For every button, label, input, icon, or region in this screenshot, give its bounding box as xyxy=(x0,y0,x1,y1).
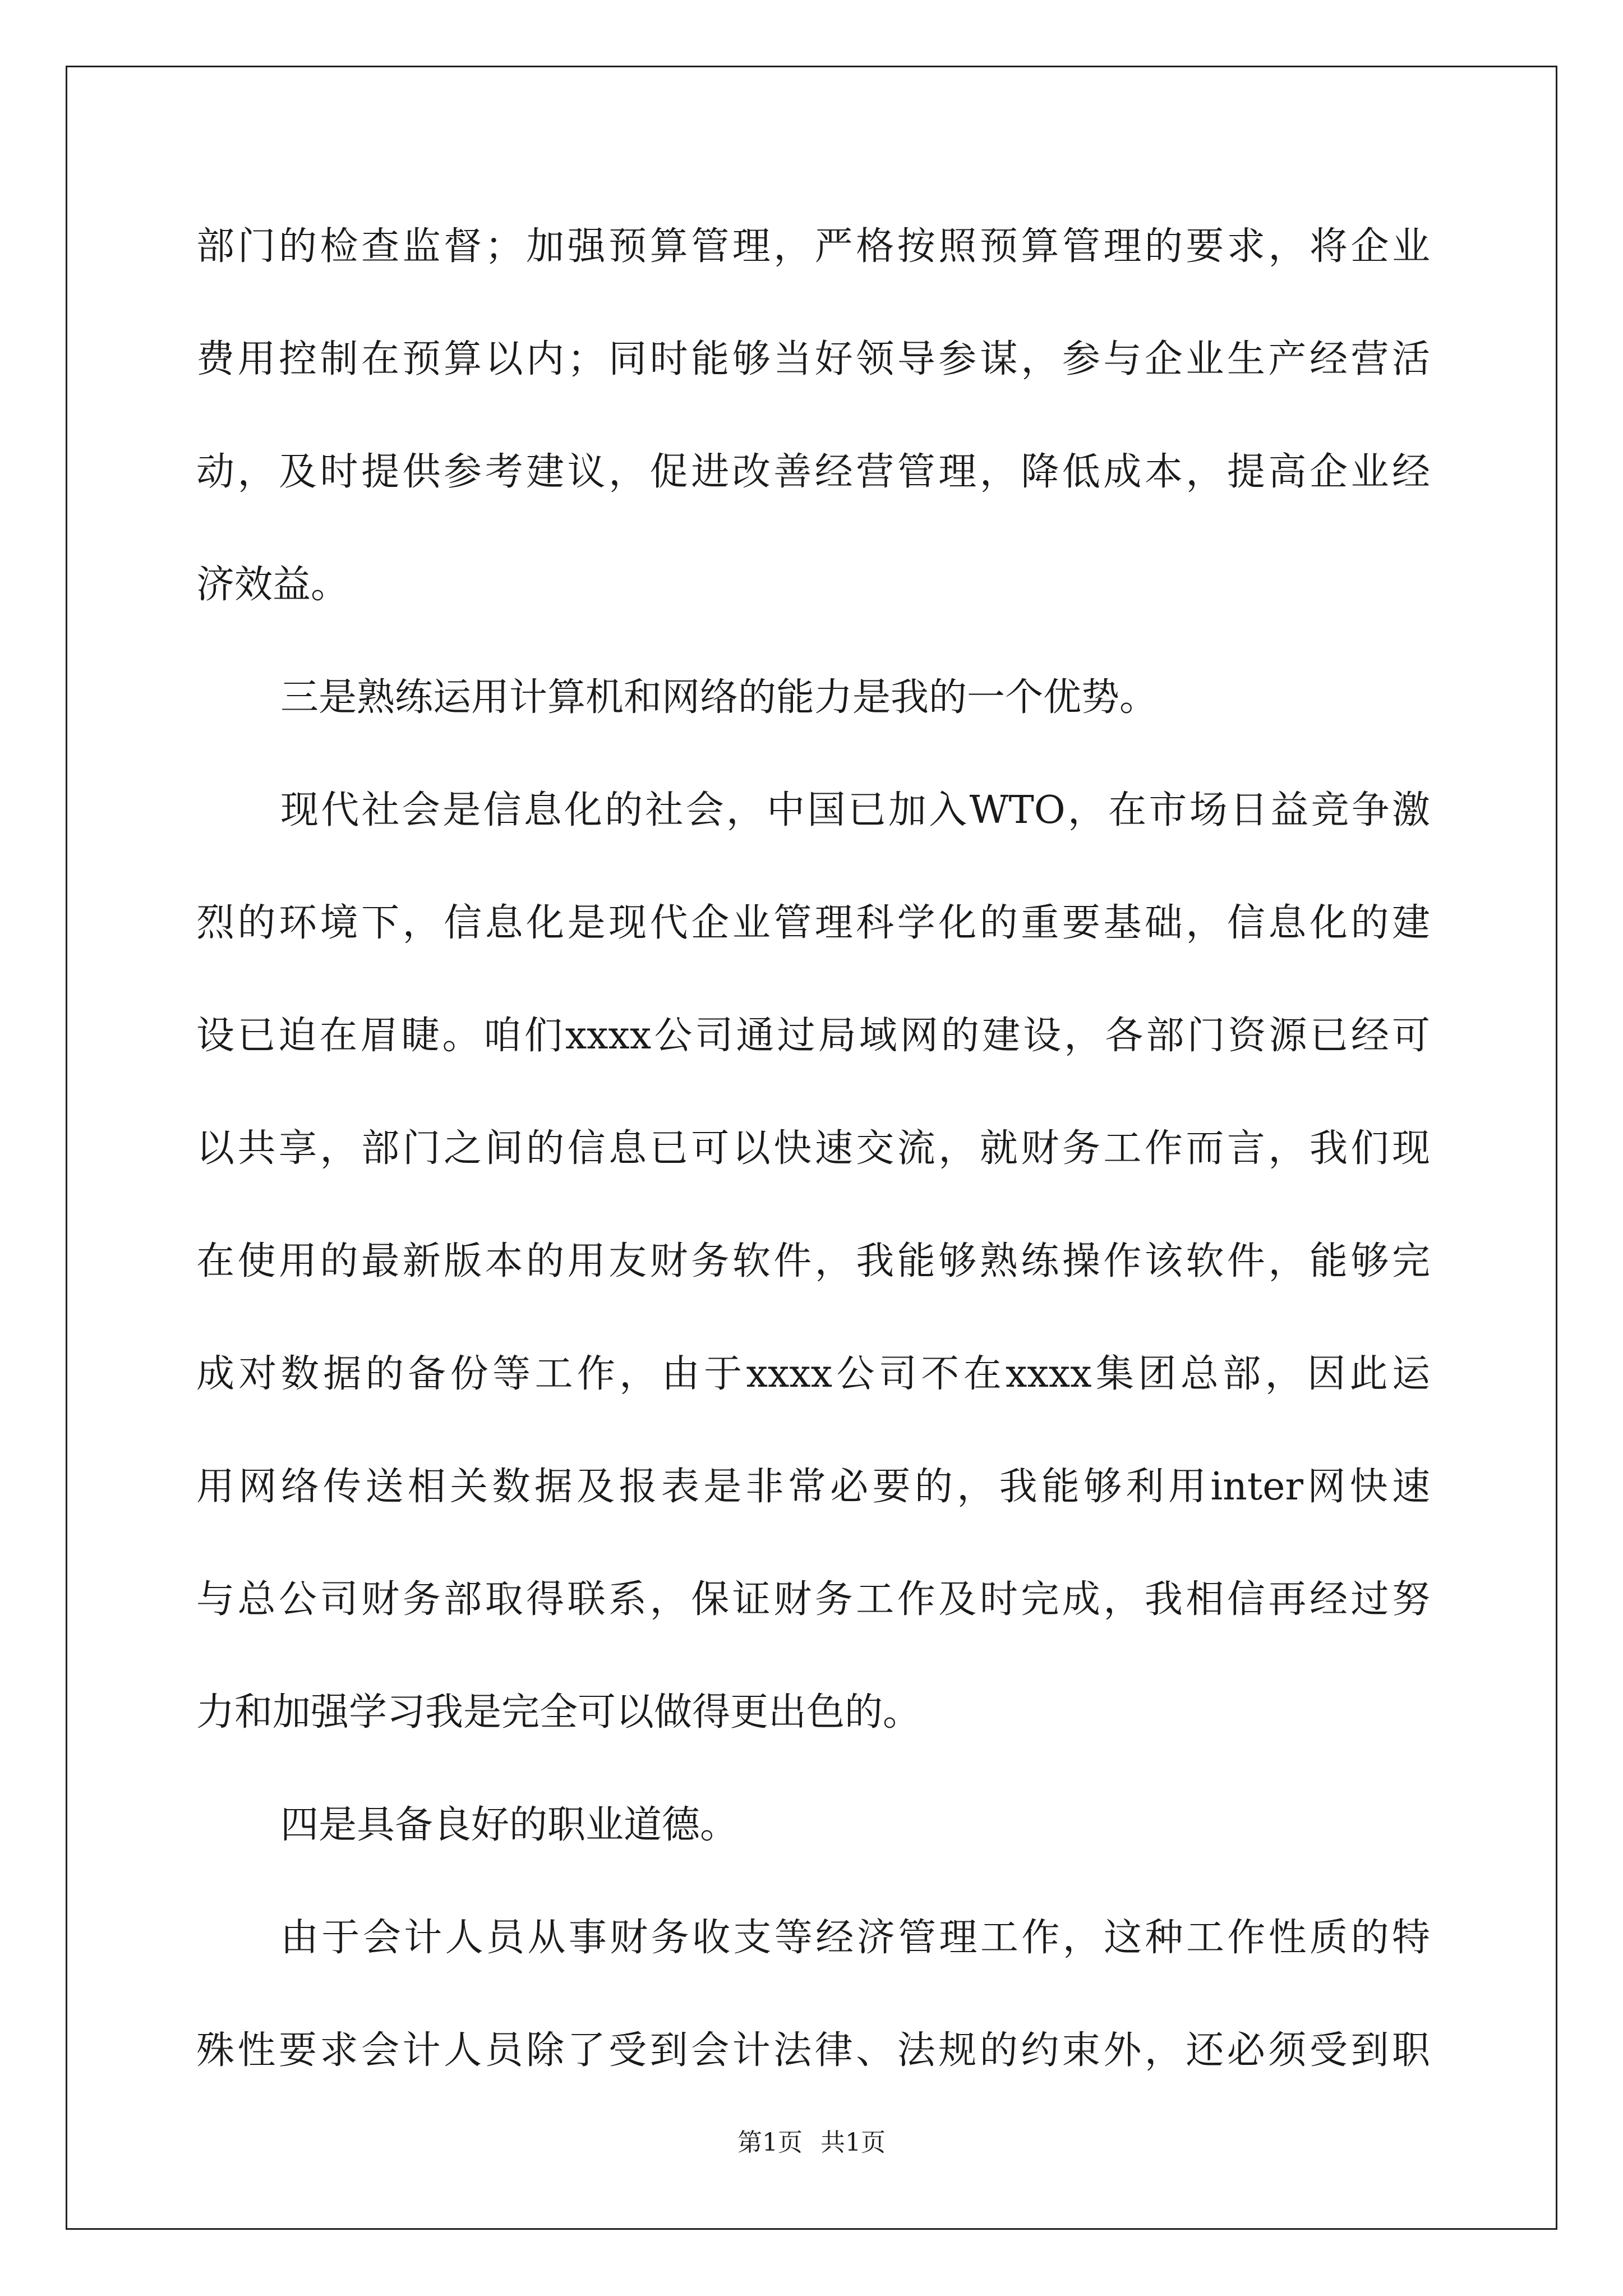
text-line: 由于会计人员从事财务收支等经济管理工作，这种工作性质的特 xyxy=(280,1916,1430,1960)
text-line: 成对数据的备份等工作，由于xxxx公司不在xxxx集团总部，因此运 xyxy=(196,1352,1430,1396)
text-line: 殊性要求会计人员除了受到会计法律、法规的约束外，还必须受到职 xyxy=(196,2028,1430,2073)
text-line: 以共享，部门之间的信息已可以快速交流，就财务工作而言，我们现 xyxy=(196,1126,1430,1171)
text-line: 与总公司财务部取得联系，保证财务工作及时完成，我相信再经过努 xyxy=(196,1577,1430,1622)
text-line: 济效益。 xyxy=(196,563,349,607)
section-heading: 四是具备良好的职业道德。 xyxy=(280,1803,739,1847)
text-line: 在使用的最新版本的用友财务软件，我能够熟练操作该软件，能够完 xyxy=(196,1239,1430,1283)
text-line: 动，及时提供参考建议，促进改善经营管理，降低成本，提高企业经 xyxy=(196,450,1430,494)
text-line: 用网络传送相关数据及报表是非常必要的，我能够利用inter网快速 xyxy=(196,1465,1430,1509)
text-line: 现代社会是信息化的社会，中国已加入WTO，在市场日益竞争激 xyxy=(280,788,1430,832)
text-line: 费用控制在预算以内；同时能够当好领导参谋，参与企业生产经营活 xyxy=(196,337,1430,381)
page-footer: 第1页 共1页 xyxy=(737,2128,886,2157)
section-heading: 三是熟练运用计算机和网络的能力是我的一个优势。 xyxy=(280,675,1158,720)
text-line: 烈的环境下，信息化是现代企业管理科学化的重要基础，信息化的建 xyxy=(196,901,1430,945)
text-line: 力和加强学习我是完全可以做得更出色的。 xyxy=(196,1690,921,1734)
text-line: 设已迫在眉睫。咱们xxxx公司通过局域网的建设，各部门资源已经可 xyxy=(196,1014,1430,1058)
document-body xyxy=(196,208,1430,2124)
text-line: 部门的检查监督；加强预算管理，严格按照预算管理的要求，将企业 xyxy=(196,224,1430,269)
